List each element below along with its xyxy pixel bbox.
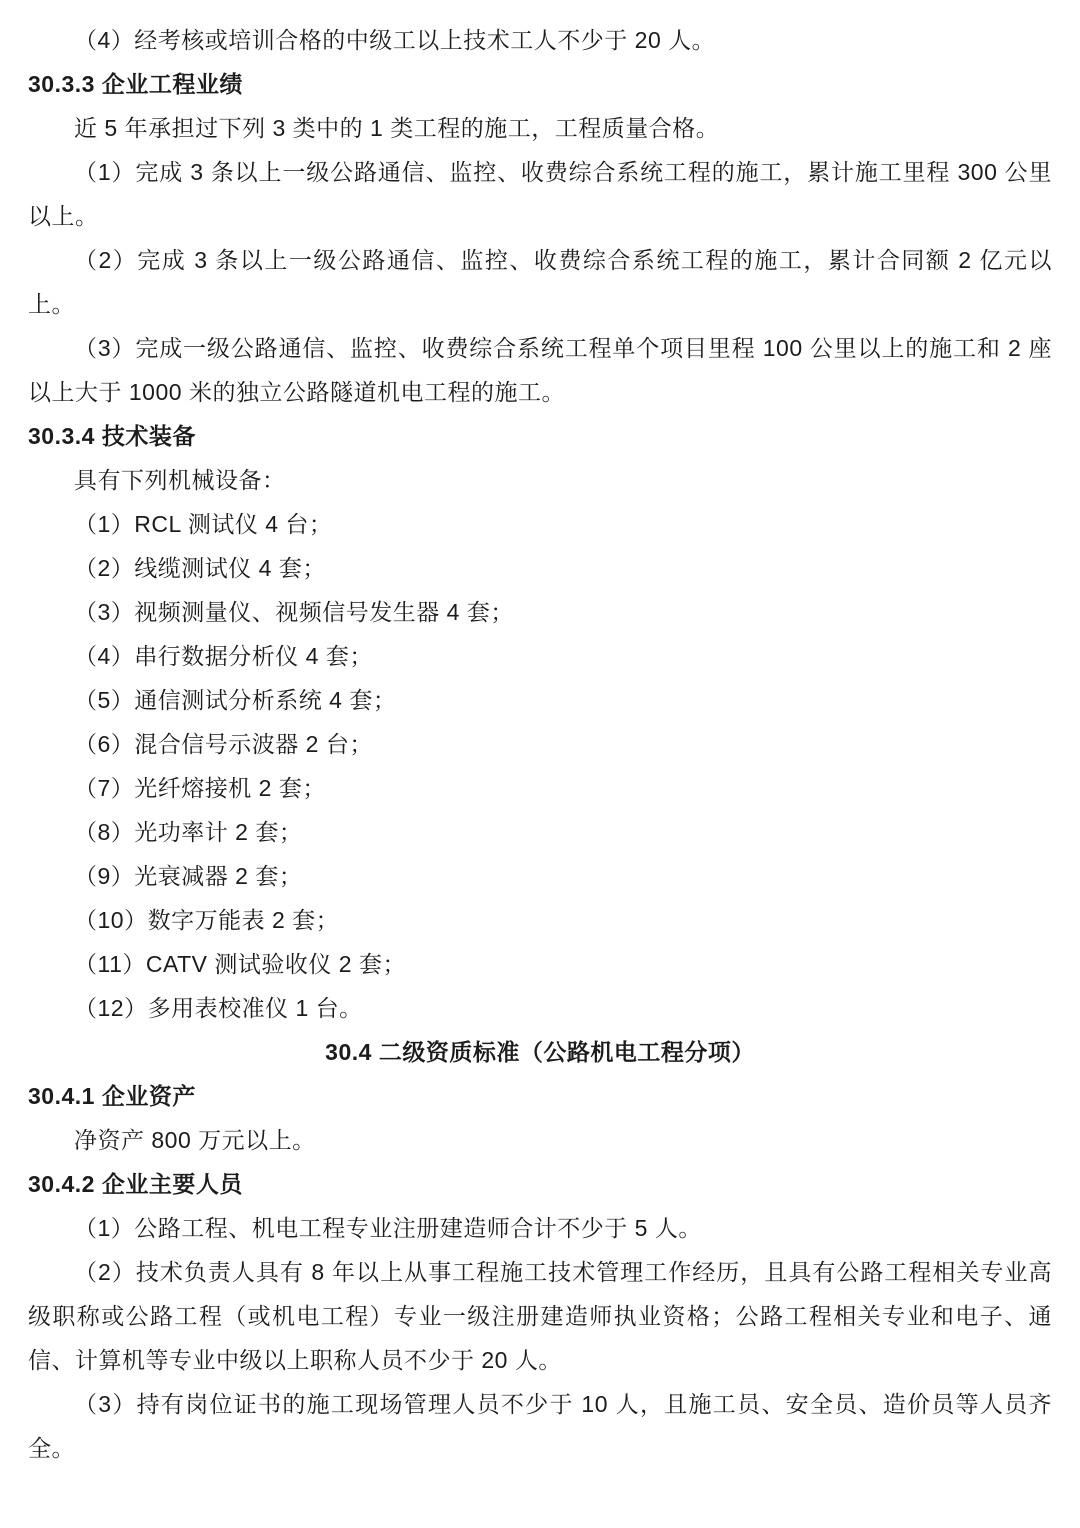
section-heading: 30.4.1 企业资产 xyxy=(28,1083,196,1109)
equipment-list-item: （6）混合信号示波器 2 台； xyxy=(74,731,373,757)
equipment-list-item: （1）RCL 测试仪 4 台； xyxy=(74,511,333,537)
paragraph: 净资产 800 万元以上。 xyxy=(74,1127,316,1153)
paragraph: （1）公路工程、机电工程专业注册建造师合计不少于 5 人。 xyxy=(74,1215,702,1241)
paragraph: （2）技术负责人具有 8 年以上从事工程施工技术管理工作经历，且具有公路工程相关专业高级职称或公路工程（或机电工程）专业一级注册建造师执业资格；公路工程相关专业和电子、通信、计算机等专业中级以上职称人员不少于 20 人。 xyxy=(28,1259,1052,1373)
section-heading: 30.3.3 企业工程业绩 xyxy=(28,71,243,97)
paragraph: （2）完成 3 条以上一级公路通信、监控、收费综合系统工程的施工，累计合同额 2 亿元以上。 xyxy=(28,247,1052,317)
paragraph: 具有下列机械设备： xyxy=(74,467,286,493)
document-body xyxy=(28,18,1052,1470)
equipment-list-item: （10）数字万能表 2 套； xyxy=(74,907,340,933)
paragraph: （4）经考核或培训合格的中级工以上技术工人不少于 20 人。 xyxy=(74,27,716,53)
equipment-list-item: （7）光纤熔接机 2 套； xyxy=(74,775,326,801)
equipment-list-item: （9）光衰减器 2 套； xyxy=(74,863,303,889)
equipment-list-item: （12）多用表校准仪 1 台。 xyxy=(74,995,363,1021)
section-heading: 30.4.2 企业主要人员 xyxy=(28,1171,243,1197)
equipment-list-item: （5）通信测试分析系统 4 套； xyxy=(74,687,397,713)
paragraph: （3）持有岗位证书的施工现场管理人员不少于 10 人，且施工员、安全员、造价员等人员齐全。 xyxy=(28,1391,1052,1461)
chapter-heading: 30.4 二级资质标准（公路机电工程分项） xyxy=(325,1039,755,1065)
equipment-list-item: （11）CATV 测试验收仪 2 套； xyxy=(74,951,406,977)
section-heading: 30.3.4 技术装备 xyxy=(28,423,196,449)
equipment-list-item: （4）串行数据分析仪 4 套； xyxy=(74,643,373,669)
equipment-list-item: （8）光功率计 2 套； xyxy=(74,819,303,845)
equipment-list-item: （3）视频测量仪、视频信号发生器 4 套； xyxy=(74,599,514,625)
paragraph: （3）完成一级公路通信、监控、收费综合系统工程单个项目里程 100 公里以上的施工和 2 座以上大于 1000 米的独立公路隧道机电工程的施工。 xyxy=(28,335,1052,405)
equipment-list-item: （2）线缆测试仪 4 套； xyxy=(74,555,326,581)
paragraph: 近 5 年承担过下列 3 类中的 1 类工程的施工，工程质量合格。 xyxy=(74,115,720,141)
paragraph: （1）完成 3 条以上一级公路通信、监控、收费综合系统工程的施工，累计施工里程 300 公里以上。 xyxy=(28,159,1052,229)
